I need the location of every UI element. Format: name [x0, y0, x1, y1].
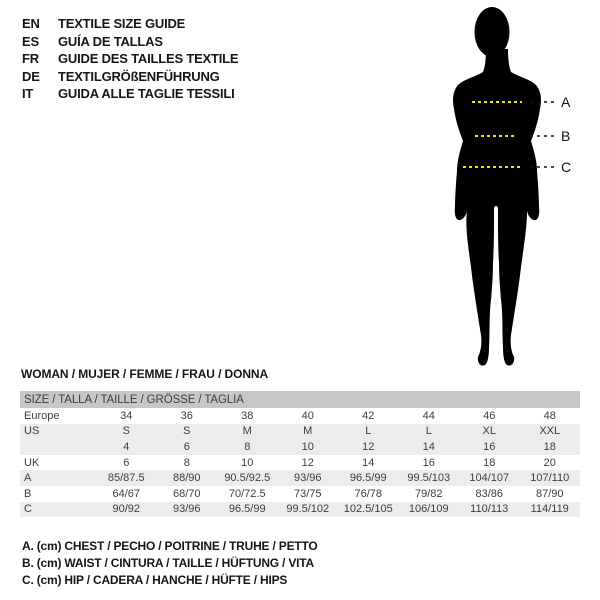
size-cell: 6 [123, 456, 130, 469]
language-code: DE [22, 68, 40, 84]
language-title: GUIDA ALLE TAGLIE TESSILI [58, 86, 235, 102]
measurement-legend [22, 538, 318, 589]
size-cell: 99.5/103 [399, 470, 460, 486]
table-row [20, 455, 580, 471]
size-cell: 83/86 [475, 487, 504, 500]
size-cell: 14 [362, 456, 375, 469]
size-cell: 10 [241, 456, 254, 469]
size-cell: 12 [338, 439, 399, 455]
size-cell: 4 [96, 439, 157, 455]
language-code: ES [22, 33, 39, 49]
table-row [20, 470, 580, 486]
marker-label-B: B [561, 128, 571, 144]
table-row [20, 424, 580, 440]
row-label [20, 439, 96, 455]
size-cell: 46 [483, 409, 496, 422]
size-cell: 93/96 [278, 470, 339, 486]
size-cell: M [217, 424, 278, 440]
table-row [20, 408, 580, 424]
size-cell: 87/90 [535, 487, 564, 500]
size-cell: 34 [120, 409, 133, 422]
size-cell: 68/70 [172, 487, 201, 500]
section-title: WOMAN / MUJER / FEMME / FRAU / DONNA [21, 367, 269, 381]
language-code: IT [22, 86, 34, 102]
size-cell: 73/75 [293, 487, 322, 500]
marker-label-A: A [561, 94, 571, 110]
silhouette-body [453, 49, 541, 366]
size-cell: 8 [183, 456, 190, 469]
size-cell: L [399, 424, 460, 440]
size-cell: 90/92 [96, 502, 157, 518]
language-title: GUÍA DE TALLAS [58, 33, 163, 49]
size-cell: 104/107 [459, 470, 520, 486]
language-row [22, 33, 238, 51]
size-table [20, 391, 580, 517]
row-label: US [20, 424, 96, 440]
size-cell: 107/110 [520, 470, 581, 486]
row-label: UK [24, 456, 40, 469]
table-row [20, 502, 580, 518]
size-cell: 79/82 [414, 487, 443, 500]
size-cell: 114/119 [520, 502, 581, 518]
language-row [22, 50, 238, 68]
legend-line: C. (cm) HIP / CADERA / HANCHE / HÜFTE / HIPS [22, 573, 288, 587]
size-cell: 99.5/102 [278, 502, 339, 518]
legend-line: A. (cm) CHEST / PECHO / POITRINE / TRUHE / PETTO [22, 539, 318, 553]
size-cell: 90.5/92.5 [217, 470, 278, 486]
size-cell: 18 [520, 439, 581, 455]
row-label: C [20, 502, 96, 518]
size-cell: 38 [241, 409, 254, 422]
size-table-header-row [20, 391, 580, 408]
language-title: TEXTILGRÖßENFÜHRUNG [58, 68, 220, 84]
size-cell: 8 [217, 439, 278, 455]
language-row [22, 68, 238, 86]
size-cell: 102.5/105 [338, 502, 399, 518]
table-row [20, 486, 580, 502]
size-cell: 110/113 [459, 502, 520, 518]
size-cell: 88/90 [157, 470, 218, 486]
body-measurement-figure [415, 5, 600, 370]
size-cell: 16 [422, 456, 435, 469]
size-cell: 48 [543, 409, 556, 422]
size-cell: 6 [157, 439, 218, 455]
size-cell: 76/78 [354, 487, 383, 500]
size-cell: 42 [362, 409, 375, 422]
language-code: EN [22, 16, 40, 31]
language-title: GUIDE DES TAILLES TEXTILE [58, 51, 239, 67]
size-cell: 85/87.5 [96, 470, 157, 486]
legend-line: B. (cm) WAIST / CINTURA / TAILLE / HÜFTUNG / VITA [22, 556, 314, 570]
size-cell: 70/72.5 [228, 487, 266, 500]
size-cell: 96.5/99 [217, 502, 278, 518]
size-cell: 44 [422, 409, 435, 422]
size-cell: 40 [301, 409, 314, 422]
row-label: A [20, 470, 96, 486]
row-label: B [24, 487, 32, 500]
table-row [20, 439, 580, 455]
language-title-block [22, 15, 238, 103]
size-cell: 18 [483, 456, 496, 469]
size-cell: 64/67 [112, 487, 141, 500]
size-cell: XL [459, 424, 520, 440]
size-cell: 14 [399, 439, 460, 455]
size-cell: 16 [459, 439, 520, 455]
size-cell: XXL [520, 424, 581, 440]
language-code: FR [22, 51, 39, 67]
marker-label-C: C [561, 159, 572, 175]
language-row [22, 85, 238, 103]
size-cell: 106/109 [399, 502, 460, 518]
size-table-header: SIZE / TALLA / TAILLE / GRÖSSE / TAGLIA [20, 391, 580, 408]
size-cell: 10 [278, 439, 339, 455]
size-cell: 20 [543, 456, 556, 469]
size-cell: 93/96 [157, 502, 218, 518]
size-cell: 12 [301, 456, 314, 469]
size-cell: L [338, 424, 399, 440]
size-cell: 36 [180, 409, 193, 422]
size-cell: 96.5/99 [338, 470, 399, 486]
language-title: TEXTILE SIZE GUIDE [58, 16, 186, 31]
size-cell: S [96, 424, 157, 440]
size-cell: M [278, 424, 339, 440]
size-cell: S [157, 424, 218, 440]
row-label: Europe [24, 409, 60, 422]
woman-silhouette-icon [415, 5, 600, 370]
language-row [22, 15, 238, 33]
